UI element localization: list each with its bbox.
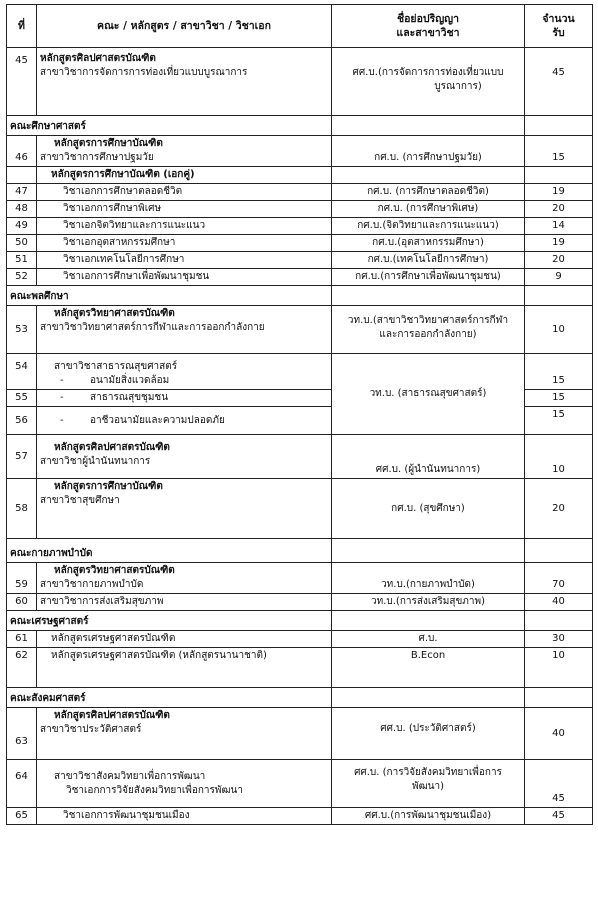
header-degree-line1: ชื่อย่อปริญญา [397, 13, 459, 25]
row-count: 40 [525, 708, 593, 760]
faculty-name: คณะเศรษฐศาสตร์ [7, 611, 332, 631]
table-row [7, 306, 593, 354]
dash: - [60, 414, 64, 426]
row-program [37, 563, 332, 594]
table-row [7, 631, 593, 648]
header-degree-line2: และสาขาวิชา [396, 27, 460, 39]
degree-line2: และการออกกำลังกาย) [379, 329, 477, 340]
major-name: วิชาเอกเทคโนโลยีการศึกษา [37, 252, 332, 269]
row-count: 20 [525, 201, 593, 218]
row-program [37, 306, 332, 354]
row-degree: กศ.บ. (การศึกษาปฐมวัย) [332, 136, 525, 167]
table-row [7, 563, 593, 594]
row-no: 60 [7, 594, 37, 611]
program-name: หลักสูตรการศึกษาบัณฑิต (เอกคู่) [37, 167, 332, 184]
header-no: ที่ [7, 5, 37, 48]
table-row [7, 648, 593, 688]
row-no: 62 [7, 648, 37, 688]
program-name: หลักสูตรศิลปศาสตรบัณฑิต [54, 442, 170, 453]
row-count: 15 [525, 407, 593, 435]
header-count-line2: รับ [552, 27, 565, 39]
row-count: 30 [525, 631, 593, 648]
table-row [7, 708, 593, 760]
row-no: 54 [7, 354, 37, 390]
row-program [37, 48, 332, 116]
major-name: วิชาเอกจิตวิทยาและการแนะแนว [37, 218, 332, 235]
table-row [7, 808, 593, 825]
row-program [37, 760, 332, 808]
row-count: 45 [525, 48, 593, 116]
table-header [7, 5, 593, 48]
degree-line1: ศศ.บ.(การจัดการการท่องเที่ยวแบบ [352, 67, 504, 78]
row-degree: วท.บ.(การส่งเสริมสุขภาพ) [332, 594, 525, 611]
major-name: สาขาวิชาการจัดการการท่องเที่ยวแบบบูรณาการ [40, 67, 248, 78]
row-count: 14 [525, 218, 593, 235]
row-degree: ศศ.บ. (ผู้นำนันทนาการ) [332, 435, 525, 479]
row-no: 49 [7, 218, 37, 235]
row-count: 15 [525, 390, 593, 407]
table-row [7, 479, 593, 539]
degree-line2: พัฒนา) [412, 781, 444, 792]
row-degree [332, 760, 525, 808]
dash: - [60, 375, 64, 386]
table-row [7, 435, 593, 479]
dash: - [60, 392, 64, 403]
row-degree [332, 354, 525, 435]
table-row [7, 594, 593, 611]
row-no: 45 [7, 48, 37, 116]
row-no: 53 [7, 306, 37, 354]
major-name: วิชาเอกการศึกษาพิเศษ [37, 201, 332, 218]
faculty-row [7, 286, 593, 306]
row-no: 55 [7, 390, 37, 407]
major-name: สาขาวิชาการส่งเสริมสุขภาพ [37, 594, 332, 611]
major-name: วิชาเอกการศึกษาตลอดชีวิต [37, 184, 332, 201]
row-no: 64 [7, 760, 37, 808]
row-no: 59 [7, 563, 37, 594]
degree-text: วท.บ. (สาธารณสุขศาสตร์) [369, 388, 487, 399]
sub-major: วิชาเอกการวิจัยสังคมวิทยาเพื่อการพัฒนา [66, 785, 243, 796]
program-name: หลักสูตรเศรษฐศาสตรบัณฑิต (หลักสูตรนานาชาติ) [37, 648, 332, 688]
program-name: หลักสูตรวิทยาศาสตรบัณฑิต [54, 308, 175, 319]
row-program [37, 354, 332, 390]
degree-line1: ศศ.บ. (การวิจัยสังคมวิทยาเพื่อการ [354, 767, 502, 778]
row-count: 10 [525, 306, 593, 354]
row-degree: กศ.บ.(การศึกษาเพื่อพัฒนาชุมชน) [332, 269, 525, 286]
table-row [7, 269, 593, 286]
degree-line1: วท.บ.(สาขาวิชาวิทยาศาสตร์การกีฬา [347, 315, 509, 326]
table-row [7, 354, 593, 390]
program-name: หลักสูตรการศึกษาบัณฑิต [54, 138, 163, 149]
row-program [37, 708, 332, 760]
major-name: วิชาเอกการพัฒนาชุมชนเมือง [37, 808, 332, 825]
row-degree: วท.บ.(กายภาพบำบัด) [332, 563, 525, 594]
row-degree: ศ.บ. [332, 631, 525, 648]
row-no: 56 [7, 407, 37, 435]
faculty-name: คณะศึกษาศาสตร์ [7, 116, 332, 136]
row-count: 45 [525, 760, 593, 808]
row-degree [332, 48, 525, 116]
row-no: 48 [7, 201, 37, 218]
faculty-name: คณะพลศึกษา [7, 286, 332, 306]
row-count: 70 [525, 563, 593, 594]
row-program [37, 136, 332, 167]
major-name: สาขาวิชาสาธารณสุขศาสตร์ [54, 361, 178, 372]
table-row [7, 201, 593, 218]
major-name: สาขาวิชาวิทยาศาสตร์การกีฬาและการออกกำลังกาย [40, 322, 265, 333]
row-count: 9 [525, 269, 593, 286]
table-row [7, 235, 593, 252]
table-row [7, 48, 593, 116]
row-count: 20 [525, 479, 593, 539]
sub-major: อนามัยสิ่งแวดล้อม [90, 375, 170, 386]
table-row [7, 760, 593, 808]
row-degree: B.Econ [332, 648, 525, 688]
row-count: 45 [525, 808, 593, 825]
row-degree: กศ.บ.(เทคโนโลยีการศึกษา) [332, 252, 525, 269]
row-no: 63 [7, 708, 37, 760]
header-degree [332, 5, 525, 48]
table-row [7, 252, 593, 269]
row-count: 20 [525, 252, 593, 269]
row-no: 52 [7, 269, 37, 286]
major-name: สาขาวิชาสุขศึกษา [40, 495, 120, 506]
degree-line2: บูรณาการ) [434, 81, 482, 92]
row-program [37, 479, 332, 539]
row-no: 47 [7, 184, 37, 201]
table-row [7, 184, 593, 201]
faculty-name: คณะสังคมศาสตร์ [7, 688, 332, 708]
header-count-line1: จำนวน [542, 13, 575, 25]
faculty-row [7, 116, 593, 136]
row-degree: กศ.บ. (การศึกษาตลอดชีวิต) [332, 184, 525, 201]
program-name: หลักสูตรศิลปศาสตรบัณฑิต [54, 710, 170, 721]
admission-table [6, 4, 593, 825]
sub-major: สาธารณสุขชุมชน [90, 392, 169, 403]
row-degree: กศ.บ. (การศึกษาพิเศษ) [332, 201, 525, 218]
major-name: สาขาวิชาประวัติศาสตร์ [40, 724, 142, 735]
major-name: วิชาเอกอุตสาหกรรมศึกษา [37, 235, 332, 252]
row-no: 46 [7, 136, 37, 167]
row-degree: กศ.บ.(จิตวิทยาและการแนะแนว) [332, 218, 525, 235]
row-no: 51 [7, 252, 37, 269]
major-name: สาขาวิชาสังคมวิทยาเพื่อการพัฒนา [54, 771, 206, 782]
row-count: 40 [525, 594, 593, 611]
program-row [7, 167, 593, 184]
row-degree: กศ.บ.(อุตสาหกรรมศึกษา) [332, 235, 525, 252]
row-program [37, 435, 332, 479]
faculty-row [7, 611, 593, 631]
program-name: หลักสูตรการศึกษาบัณฑิต [54, 481, 163, 492]
row-no: 65 [7, 808, 37, 825]
major-name: สาขาวิชากายภาพบำบัด [40, 579, 144, 590]
row-degree: กศ.บ. (สุขศึกษา) [332, 479, 525, 539]
row-degree: ศศ.บ.(การพัฒนาชุมชนเมือง) [332, 808, 525, 825]
row-no: 58 [7, 479, 37, 539]
header-count [525, 5, 593, 48]
faculty-row [7, 539, 593, 563]
sub-major: อาชีวอนามัยและความปลอดภัย [90, 414, 225, 426]
row-count: 15 [525, 136, 593, 167]
program-name: หลักสูตรศิลปศาสตรบัณฑิต [40, 53, 156, 64]
table-row [7, 218, 593, 235]
table-row [7, 136, 593, 167]
faculty-row [7, 688, 593, 708]
row-no: 50 [7, 235, 37, 252]
header-program: คณะ / หลักสูตร / สาขาวิชา / วิชาเอก [37, 5, 332, 48]
row-count: 15 [525, 354, 593, 390]
major-name: วิชาเอกการศึกษาเพื่อพัฒนาชุมชน [37, 269, 332, 286]
row-count: 10 [525, 435, 593, 479]
row-count: 19 [525, 235, 593, 252]
major-name: สาขาวิชาการศึกษาปฐมวัย [40, 152, 154, 163]
row-no: 57 [7, 435, 37, 479]
faculty-name: คณะกายภาพบำบัด [7, 539, 332, 563]
program-name: หลักสูตรเศรษฐศาสตรบัณฑิต [37, 631, 332, 648]
major-name: สาขาวิชาผู้นำนันทนาการ [40, 456, 151, 467]
row-count: 19 [525, 184, 593, 201]
program-name: หลักสูตรวิทยาศาสตรบัณฑิต [54, 565, 175, 576]
row-degree [332, 306, 525, 354]
row-count: 10 [525, 648, 593, 688]
row-degree: ศศ.บ. (ประวัติศาสตร์) [332, 708, 525, 760]
row-no: 61 [7, 631, 37, 648]
